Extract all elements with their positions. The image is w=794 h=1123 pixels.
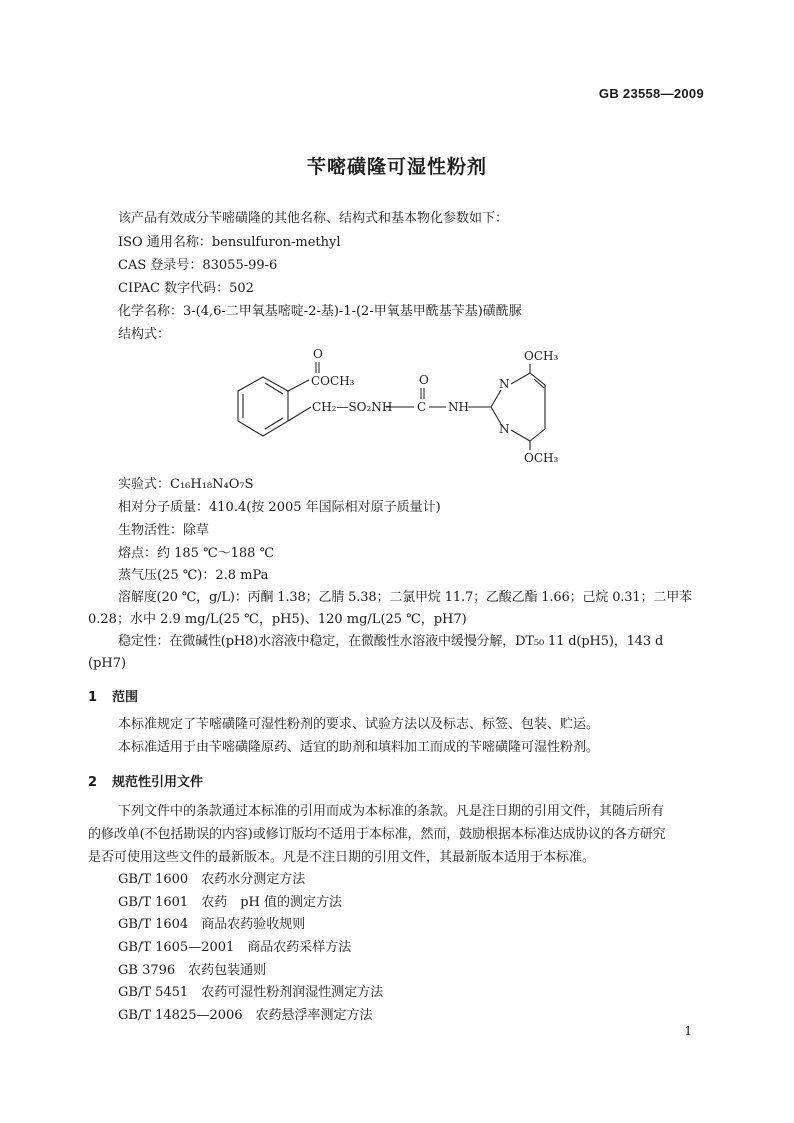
chain-text: CH₂—SO₂NH — [312, 400, 393, 414]
melting-point: 熔点：约 185 ℃～188 ℃ — [118, 546, 275, 561]
iso-name: ISO 通用名称：bensulfuron-methyl — [118, 235, 341, 250]
section-title: 规范性引用文件 — [112, 775, 204, 790]
solubility-line-1: 溶解度(20 ℃，g/L)：丙酮 1.38；乙腈 5.38；二氯甲烷 11.7；乙酸乙酯 1.66；己烷 0.31；二甲苯 — [118, 590, 692, 605]
reference-item: GB/T 1605—2001 商品农药采样方法 — [118, 940, 352, 955]
section-number: 1 — [88, 690, 98, 705]
reference-item: GB 3796 农药包装通则 — [118, 963, 267, 978]
reference-item: GB/T 1600 农药水分测定方法 — [118, 872, 306, 887]
stability-line-2: (pH7) — [88, 656, 127, 671]
reference-item: GB/T 5451 农药可湿性粉剂润湿性测定方法 — [118, 985, 384, 1000]
vapor-pressure: 蒸气压(25 ℃)：2.8 mPa — [118, 568, 269, 583]
section-1-heading — [88, 686, 138, 705]
scope-paragraph-1: 本标准规定了苄嘧磺隆可湿性粉剂的要求、试验方法以及标志、标签、包装、贮运。 — [118, 717, 600, 732]
structure-label: 结构式： — [118, 327, 171, 342]
reference-item: GB/T 14825—2006 农药悬浮率测定方法 — [118, 1008, 373, 1023]
section-2-heading — [88, 771, 203, 790]
chemical-name: 化学名称：3-(4,6-二甲氧基嘧啶-2-基)-1-(2-甲氧基甲酰基苄基)磺酰脲 — [118, 304, 522, 319]
page-number: 1 — [684, 1024, 692, 1038]
molecular-weight: 相对分子质量：410.4(按 2005 年国际相对原子质量计) — [118, 500, 441, 515]
bioactivity: 生物活性：除草 — [118, 523, 210, 538]
reference-item: GB/T 1604 商品农药验收规则 — [118, 917, 306, 932]
normative-paragraph-line-1: 下列文件中的条款通过本标准的引用而成为本标准的条款。凡是注日期的引用文件，其随后所有 — [118, 804, 665, 819]
nh-group: NH — [448, 400, 469, 414]
document-title: 苄嘧磺隆可湿性粉剂 — [306, 156, 487, 178]
section-title: 范围 — [112, 690, 139, 705]
stability-line-1: 稳定性：在微碱性(pH8)水溶液中稳定，在微酸性水溶液中缓慢分解，DT₅₀ 11 d(pH5)，143 d — [118, 634, 664, 649]
reference-item: GB/T 1601 农药 pH 值的测定方法 — [118, 895, 342, 910]
intro-text: 该产品有效成分苄嘧磺隆的其他名称、结构式和基本物化参数如下： — [118, 211, 509, 226]
empirical-formula: 实验式：C₁₆H₁₈N₄O₇S — [118, 477, 254, 492]
ester-oxygen: O — [313, 347, 323, 361]
ring-nitrogen-bottom: N — [499, 422, 510, 436]
urea-carbon: C — [417, 400, 427, 414]
cas-number: CAS 登录号：83055-99-6 — [118, 258, 278, 273]
solubility-line-2: 0.28；水中 2.9 mg/L(25 ℃，pH5)、120 mg/L(25 ℃，pH7) — [88, 612, 467, 627]
section-number: 2 — [88, 775, 98, 790]
urea-oxygen: O — [419, 373, 429, 387]
ring-nitrogen-top: N — [499, 377, 510, 391]
methoxy-bottom: OCH₃ — [524, 451, 559, 465]
normative-paragraph-line-3: 是否可使用这些文件的最新版本。凡是不注日期的引用文件，其最新版本适用于本标准。 — [88, 850, 596, 865]
scope-paragraph-2: 本标准适用于由苄嘧磺隆原药、适宜的助剂和填料加工而成的苄嘧磺隆可湿性粉剂。 — [118, 740, 600, 755]
cipac-code: CIPAC 数字代码：502 — [118, 281, 254, 296]
methoxy-top: OCH₃ — [524, 349, 559, 363]
structural-formula — [0, 340, 794, 470]
benzene-ring — [238, 377, 311, 436]
standard-code: GB 23558—2009 — [598, 86, 704, 101]
normative-paragraph-line-2: 的修改单(不包括勘误的内容)或修订版均不适用于本标准，然而，鼓励根据本标准达成协议的各方研究 — [88, 827, 666, 842]
ester-group: COCH₃ — [311, 374, 355, 388]
